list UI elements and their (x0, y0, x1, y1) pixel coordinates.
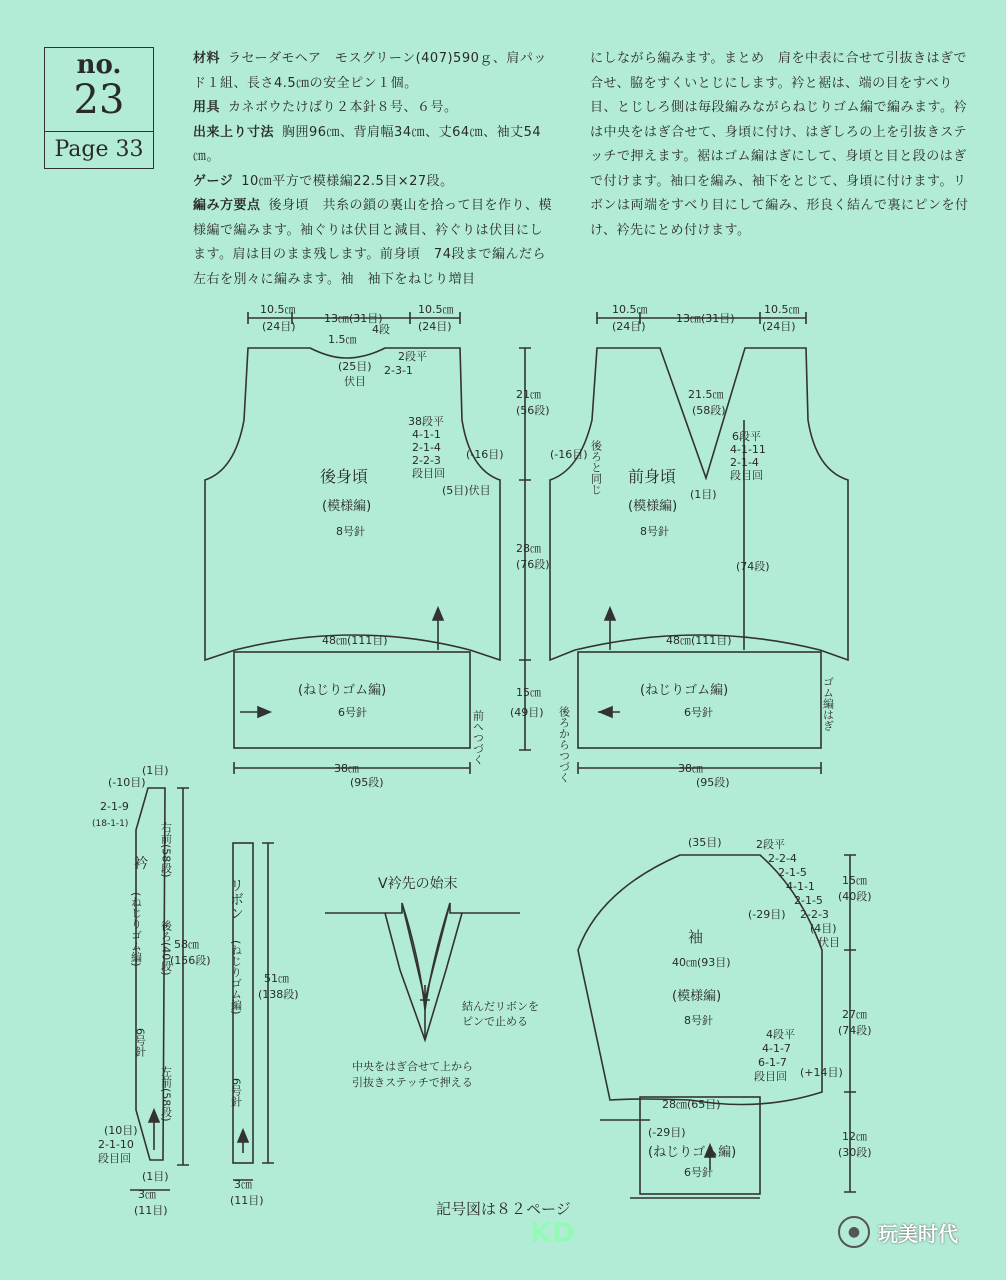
front-dim-mid: 13㎝(31目) (676, 312, 735, 325)
sleeve-dec-8: 伏目 (818, 936, 840, 949)
front-stitch: (模様編) (628, 499, 678, 514)
no-label: no. (76, 50, 122, 80)
front-body-rows: (74段) (736, 560, 770, 573)
sleeve-dec-2: 2-2-4 (768, 852, 797, 865)
sleeve-cuff-rows: (30段) (838, 1146, 872, 1159)
back-arm-dec-2: 4-1-1 (412, 428, 441, 441)
sleeve-dec-4: 4-1-1 (786, 880, 815, 893)
sleeve-dec-6: 2-2-3 (800, 908, 829, 921)
front-side-sts: (-16目) (550, 448, 588, 461)
ribbon-needle: 6号針 (229, 1078, 243, 1107)
back-dim-right: 10.5㎝ (418, 303, 454, 316)
back-body-rows: (76段) (516, 558, 550, 571)
front-dim-left-sts: (24目) (612, 320, 646, 333)
sleeve-dec-1: 2段平 (756, 838, 785, 851)
front-dim-left: 10.5㎝ (612, 303, 648, 316)
back-neck-rows: 4段 (372, 323, 390, 336)
front-v-rows: (58段) (692, 404, 726, 417)
back-needle: 8号針 (336, 525, 365, 538)
collar-w: 3㎝ (138, 1188, 156, 1201)
front-rib-w-rows: (95段) (696, 776, 730, 789)
collar-bot-note: 段目回 (98, 1152, 131, 1165)
back-rib-outline (234, 652, 470, 748)
back-neck-small: 1.5㎝ (328, 333, 357, 346)
front-title: 前身頃 (628, 467, 677, 486)
ribbon-h-rows: (138段) (258, 988, 299, 1001)
front-v-h: 21.5㎝ (688, 388, 724, 401)
back-dim-mid: 13㎝(31目) (324, 312, 383, 325)
sleeve-cuff-needle: 6号針 (684, 1166, 713, 1179)
collar-title: 衿 (134, 856, 148, 872)
back-stitch: (模様編) (322, 499, 372, 514)
materials: 材料 ラセーダモヘア モスグリーン(407)590ｇ、肩パッド１組、長さ4.5㎝の安全ピン１個。 (193, 51, 547, 91)
sleeve-inc-1: 4段平 (766, 1028, 795, 1041)
back-arm-dec-3: 2-1-4 (412, 441, 441, 454)
back-rib-w-rows: (95段) (350, 776, 384, 789)
sleeve-cap-rows: (40段) (838, 890, 872, 903)
collar-bot: (10目) (104, 1124, 138, 1137)
collar-bot-inc: 2-1-10 (98, 1138, 134, 1151)
back-side-sts: (-16目) (466, 448, 504, 461)
vneck-note2b: 引抜きステッチで押える (352, 1076, 473, 1089)
vneck-title: V衿先の始末 (378, 876, 458, 892)
back-rib-rows: (49目) (510, 706, 544, 719)
gauge: ゲージ 10㎝平方で模様編22.5目×27段。 (193, 173, 454, 189)
sleeve-cap-h: 15㎝ (842, 874, 867, 887)
vneck-note2: 中央をはぎ合せて上から (352, 1060, 473, 1073)
sleeve-title: 袖 (688, 928, 704, 946)
back-armhole-rows: (56段) (516, 404, 550, 417)
front-rib-note: 後ろからつづく (557, 706, 571, 783)
back-dim-right-sts: (24目) (418, 320, 452, 333)
collar-inc2: (18-1-1) (92, 819, 129, 829)
page-label: Page (54, 137, 109, 162)
front-v-dec-2: 4-1-11 (730, 443, 766, 456)
sleeve-body-rows: (74段) (838, 1024, 872, 1037)
back-rib-note: 前へつづく (471, 710, 485, 765)
kd-mark: KD (530, 1216, 575, 1249)
back-rib-needle: 6号針 (338, 706, 367, 719)
collar-total: 58㎝ (174, 938, 199, 951)
collar-left: 左前(58段) (159, 1066, 173, 1122)
back-dim-left-sts: (24目) (262, 320, 296, 333)
back-side-bind: (5目)伏目 (442, 484, 491, 497)
vneck-note1: 結んだリボンを (462, 1000, 539, 1013)
sleeve-needle: 8号針 (684, 1014, 713, 1027)
back-armhole-h: 21㎝ (516, 388, 541, 401)
brand-name: 玩美时代 (878, 1221, 958, 1246)
sleeve-cuff-sts: (-29目) (648, 1126, 686, 1139)
back-arm-dec-1: 38段平 (408, 415, 444, 428)
front-rib-join: ゴム編はぎ (821, 676, 835, 731)
front-needle: 8号針 (640, 525, 669, 538)
ribbon-w: 3㎝ (234, 1178, 252, 1191)
back-width: 48㎝(111目) (322, 634, 388, 647)
front-dim-right: 10.5㎝ (764, 303, 800, 316)
sleeve-dec-7: (4目) (810, 922, 837, 935)
back-dec2: 2-3-1 (384, 364, 413, 377)
sleeve-inc-4: 段目回 (754, 1070, 787, 1083)
front-back-note: 後ろと同じ (589, 440, 603, 495)
sleeve-inc-2: 4-1-7 (762, 1042, 791, 1055)
sleeve-stitch: (模様編) (672, 989, 722, 1004)
collar-stitch: (ねじりゴム編) (129, 892, 143, 967)
back-neck-bind: (25目) (338, 360, 372, 373)
front-v-dec-4: 段目回 (730, 469, 763, 482)
ribbon-title: リボン (228, 878, 244, 920)
sleeve-top: (35目) (688, 836, 722, 849)
collar-needle: 6号針 (133, 1028, 147, 1057)
back-arm-dec-5: 段目回 (412, 467, 445, 480)
front-center: (1目) (690, 488, 717, 501)
front-dim-right-sts: (24目) (762, 320, 796, 333)
sleeve-cuff: (ねじりゴム編) (648, 1145, 737, 1160)
back-rib-w: 38㎝ (334, 762, 359, 775)
collar-w-sts: (11目) (134, 1204, 168, 1217)
page-number: 33 (115, 137, 144, 162)
collar-bot-sts: (1目) (142, 1170, 169, 1183)
sleeve-cuff-h: 12㎝ (842, 1130, 867, 1143)
back-dim-left: 10.5㎝ (260, 303, 296, 316)
collar-top: (-10目) (108, 776, 146, 789)
front-rib-outline (578, 652, 821, 748)
back-body-h: 28㎝ (516, 542, 541, 555)
vneck-note1b: ピンで止める (462, 1015, 528, 1028)
brand-watermark (838, 1210, 988, 1254)
ribbon-h: 51㎝ (264, 972, 289, 985)
collar-inc: 2-1-9 (100, 800, 129, 813)
front-v-dec-3: 2-1-4 (730, 456, 759, 469)
sleeve-dec-3: 2-1-5 (778, 866, 807, 879)
back-dec1: 2段平 (398, 350, 427, 363)
front-width: 48㎝(111目) (666, 634, 732, 647)
back-bind-off: 伏目 (344, 375, 366, 388)
pattern-number: 23 (73, 77, 125, 123)
front-rib-needle: 6号針 (684, 706, 713, 719)
method: 編み方要点 後身頃 共糸の鎖の裏山を拾って目を作り、模様編で編みます。袖ぐりは伏目と減目、衿ぐりは伏目にします。肩は目のまま残します。前身頃 74段まで編んだら左右を別々に編みます。袖 袖下をねじり増目 (193, 198, 553, 287)
finished-size: 出来上り寸法 胸囲96㎝、背肩幅34㎝、丈64㎝、袖丈54㎝。 (193, 124, 542, 164)
back-rib: (ねじりゴム編) (298, 683, 387, 698)
collar-total-rows: (156段) (170, 954, 211, 967)
back-title: 後身頃 (320, 467, 369, 486)
sleeve-dec-5: 2-1-5 (794, 894, 823, 907)
front-rib: (ねじりゴム編) (640, 683, 729, 698)
sleeve-inc-3: 6-1-7 (758, 1056, 787, 1069)
ribbon-stitch: (ねじりゴム編) (229, 940, 243, 1015)
collar-right: 右前(58段) (159, 822, 173, 878)
symbol-chart-note: 記号図は８２ページ (436, 1200, 571, 1218)
sleeve-cuff-w: 28㎝(65目) (662, 1098, 721, 1111)
back-arm-dec-4: 2-2-3 (412, 454, 441, 467)
collar-top2: (1目) (142, 764, 169, 777)
collar-back: 後ろ(40段) (159, 920, 173, 976)
sleeve-inc-sts: (+14目) (800, 1066, 843, 1079)
instructions-col2: にしながら編みます。まとめ 肩を中表に合せて引抜きはぎで合せ、脇をすくいとじにします。衿と裾は、端の目をすべり目、とじしろ側は毎段編みながらねじりゴム編で編みます。衿は中央をはぎ合せて、身頃に付け、はぎしろの上を引抜きステッチで押えます。裾はゴム編はぎにして、身頃と目と段のはぎで付けます。袖口を編み、袖下をとじて、身頃に付けます。リボンは両端をすべり目にして編み、形良く結んで裏にピンを付け、衿先にとめ付けます。 (590, 51, 969, 238)
front-rib-w: 38㎝ (678, 762, 703, 775)
sleeve-body-h: 27㎝ (842, 1008, 867, 1021)
back-rib-h: 15㎝ (516, 686, 541, 699)
sleeve-cap-sts: (-29目) (748, 908, 786, 921)
tools: 用具 カネボウたけばり２本針８号、６号。 (193, 100, 458, 115)
vneck-outline (325, 903, 520, 1010)
sleeve-width: 40㎝(93目) (672, 956, 731, 969)
ribbon-w-sts: (11目) (230, 1194, 264, 1207)
front-v-dec-1: 6段平 (732, 430, 761, 443)
chat-logo-icon: ● (838, 1216, 870, 1248)
